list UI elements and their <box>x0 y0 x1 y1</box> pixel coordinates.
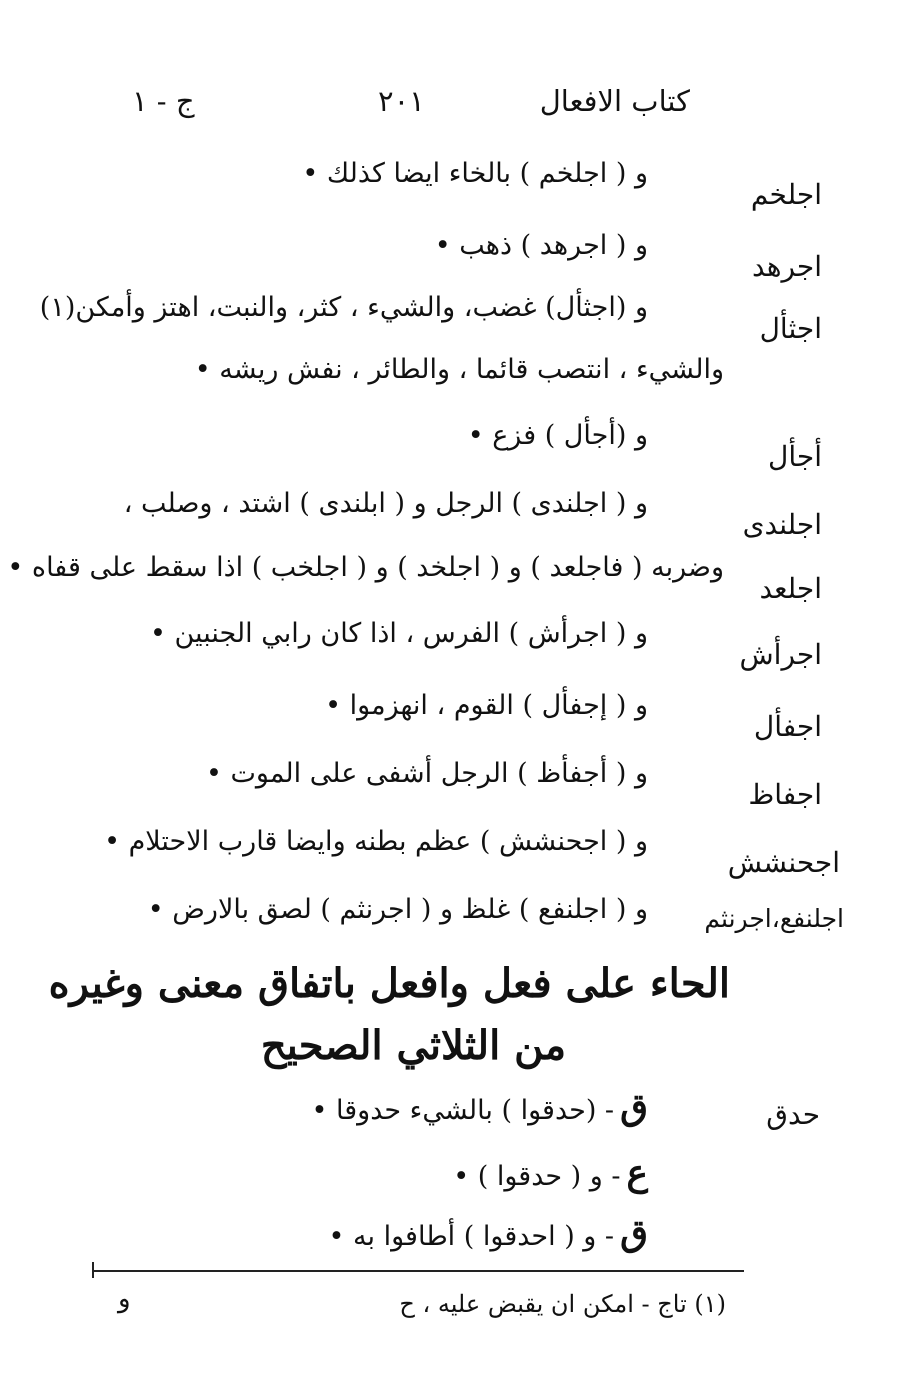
page-number: ٢٠١ <box>378 84 425 118</box>
entry-headword: اجلنفع،اجرنثم <box>704 904 844 933</box>
sub-entry-letter: ق <box>620 1212 648 1254</box>
entry <box>0 826 922 886</box>
entry-text: و ( اجرأش ) الفرس ، اذا كان رابي الجنبين • <box>149 618 648 649</box>
footnote-rule <box>92 1270 744 1272</box>
entry <box>0 618 922 678</box>
entry-headword: اجرهد <box>752 250 822 283</box>
sub-entry-text: - (حدقوا ) بالشيء حدوقا • <box>311 1095 615 1126</box>
entry <box>0 488 922 548</box>
entry-headword: اجرأش <box>739 638 822 671</box>
entry-headword: اجلعد <box>759 572 822 605</box>
entry-text: و ( أجفأظ ) الرجل أشفى على الموت • <box>205 758 648 789</box>
entry <box>0 758 922 818</box>
sub-entry-line <box>312 1086 648 1128</box>
entry-continuation: والشيء ، انتصب قائما ، والطائر ، نفش ريشه • <box>194 354 724 385</box>
sub-entry-line <box>453 1152 648 1194</box>
entry-headword: اجحنشش <box>727 846 840 879</box>
entry <box>0 894 922 954</box>
entry-text: وضربه ( فاجلعد ) و ( اجلخد ) و ( اجلخب ) اذا سقط على قفاه • <box>7 552 724 583</box>
entry-text: و ( اجحنشش ) عظم بطنه وايضا قارب الاحتلام • <box>104 826 648 857</box>
footnote: (١) تاج - امكن ان يقبض عليه ، ح <box>399 1290 726 1318</box>
entry-headword: اجفأل <box>753 710 822 743</box>
entry <box>0 158 922 218</box>
entry <box>0 230 922 290</box>
entry <box>0 292 922 352</box>
sub-entry-headword: حدق <box>766 1098 820 1131</box>
entry-headword: اجلندى <box>742 508 822 541</box>
sub-entry-letter: ع <box>626 1152 648 1194</box>
catchword: و <box>118 1284 131 1314</box>
entry-text: و ( اجلخم ) بالخاء ايضا كذلك • <box>302 158 648 189</box>
sub-entry-text: - و ( احدقوا ) أطافوا به • <box>328 1221 615 1252</box>
section-subtitle: من الثلاثي الصحيح <box>260 1022 566 1069</box>
entry-text: و (أجأل ) فزع • <box>467 420 648 451</box>
entry-headword: اجلخم <box>750 178 822 211</box>
entry <box>0 552 922 612</box>
running-title: كتاب الافعال <box>539 84 690 118</box>
section-title: الحاء على فعل وافعل باتفاق معنى وغيره <box>48 960 730 1007</box>
footnote-rule-tick <box>92 1262 94 1278</box>
entry-headword: اجفاظ <box>748 778 822 811</box>
entry <box>0 420 922 480</box>
entry-headword: اجثأل <box>759 312 822 345</box>
sub-entry-letter: ق <box>620 1086 648 1128</box>
entry-text: و ( اجلندى ) الرجل و ( ابلندى ) اشتد ، وصلب ، <box>123 488 648 519</box>
volume-label: ج - ١ <box>132 84 195 118</box>
entry <box>0 690 922 750</box>
sub-entry-text: - و ( حدقوا ) • <box>453 1161 621 1192</box>
entry-headword: أجأل <box>768 440 822 473</box>
entry-text: و (اجثأل) غضب، والشيء ، كثر، والنبت، اهتز وأمكن(١) <box>39 292 648 323</box>
sub-entry-line <box>329 1212 648 1254</box>
entry-text: و ( اجرهد ) ذهب • <box>434 230 648 261</box>
entry-text: و ( اجلنفع ) غلظ و ( اجرنثم ) لصق بالارض • <box>147 894 648 925</box>
entry-text: و ( إجفأل ) القوم ، انهزموا • <box>325 690 648 721</box>
